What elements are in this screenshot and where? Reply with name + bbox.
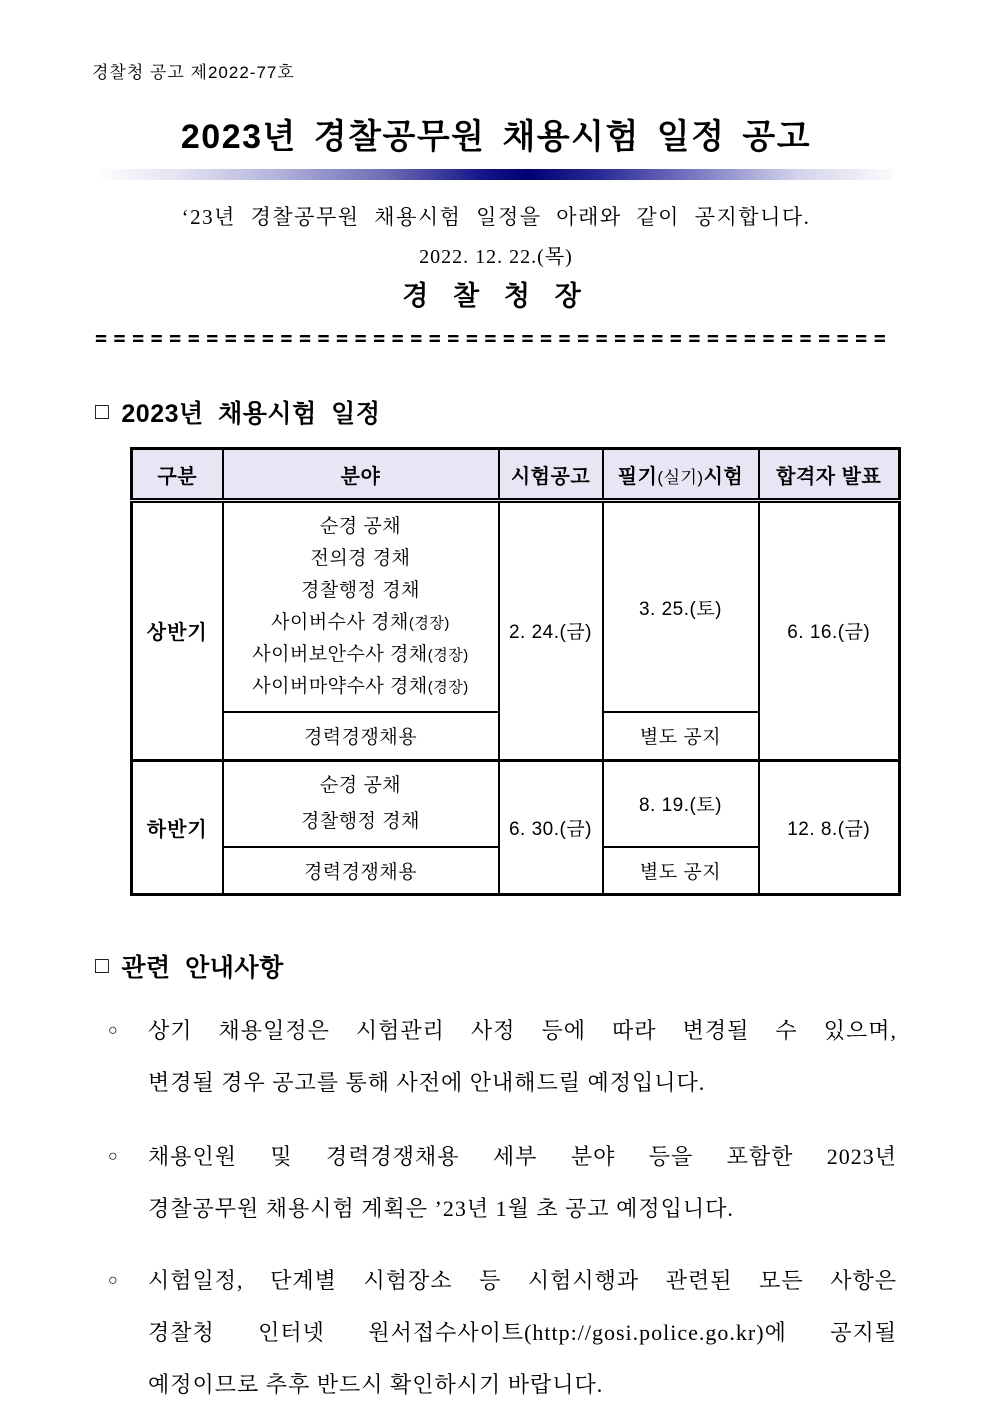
notice-line: 시험일정, 단계별 시험장소 등 시험시행과 관련된 모든 사항은 — [148, 1268, 897, 1293]
cell-second-half-pass-date: 12. 8.(금) — [759, 760, 900, 895]
notice-line: 경찰청 인터넷 원서접수사이트(http://gosi.police.go.kr)에 공지될 — [148, 1320, 897, 1345]
section-schedule-title: 2023년 채용시험 일정 — [121, 400, 381, 428]
circle-bullet-icon: ○ — [108, 1272, 118, 1289]
notice-line: 예정이므로 추후 반드시 확인하시기 바랍니다. — [148, 1372, 604, 1397]
title-underline-gradient — [100, 169, 893, 180]
notice-item — [108, 1255, 897, 1403]
field-item: 사이버마약수사 경채(경장) — [252, 676, 469, 697]
circle-bullet-icon: ○ — [108, 1148, 118, 1165]
square-bullet-icon: □ — [95, 951, 110, 978]
cell-second-half-fields — [223, 760, 499, 847]
field-item: 사이버보안수사 경채(경장) — [252, 644, 469, 665]
table-header-row — [132, 449, 900, 501]
notice-item — [108, 1005, 897, 1109]
notice-line: 변경될 경우 공고를 통해 사전에 안내해드릴 예정입니다. — [148, 1070, 706, 1095]
field-item: 전의경 경채 — [310, 548, 411, 569]
cell-first-half-fields — [223, 501, 499, 713]
cell-first-half-label: 상반기 — [132, 501, 223, 761]
table-row-first-half-main — [132, 501, 900, 713]
notice-text — [148, 1005, 897, 1109]
announcement-subtitle: ‘23년 경찰공무원 채용시험 일정을 아래와 같이 공지합니다. — [181, 205, 811, 229]
field-item: 경찰행정 경채 — [301, 580, 420, 601]
col-header-written-exam: 필기(실기)시험 — [603, 449, 759, 501]
announcement-date: 2022. 12. 22.(목) — [419, 246, 573, 268]
signer-title: 경 찰 청 장 — [402, 281, 590, 311]
schedule-table — [130, 447, 901, 896]
square-bullet-icon: □ — [95, 397, 110, 424]
col-header-pass-announcement: 합격자 발표 — [759, 449, 900, 501]
page-title: 2023년 경찰공무원 채용시험 일정 공고 — [180, 118, 812, 156]
notice-text — [148, 1255, 897, 1403]
cell-second-half-announce-date: 6. 30.(금) — [499, 760, 603, 895]
col-header-category: 구분 — [132, 449, 223, 501]
field-item: 사이버수사 경채(경장) — [271, 612, 450, 633]
notice-text — [148, 1131, 897, 1235]
col-header-field: 분야 — [223, 449, 499, 501]
notice-line: 채용인원 및 경력경쟁채용 세부 분야 등을 포함한 2023년 — [148, 1144, 897, 1169]
cell-second-half-written-date: 8. 19.(토) — [603, 760, 759, 847]
cell-second-half-career-label: 경력경쟁채용 — [223, 847, 499, 895]
cell-first-half-pass-date: 6. 16.(금) — [759, 501, 900, 761]
section-schedule-header — [95, 394, 992, 430]
doc-number: 경찰청 공고 제2022-77호 — [92, 63, 295, 82]
cell-first-half-announce-date: 2. 24.(금) — [499, 501, 603, 761]
field-item: 순경 공채 — [319, 516, 402, 537]
col-header-announcement: 시험공고 — [499, 449, 603, 501]
section-notice-header — [95, 948, 992, 984]
field-item: 경찰행정 경채 — [301, 810, 420, 832]
section-notice-title: 관련 안내사항 — [121, 954, 284, 982]
equals-divider: =========================================== — [95, 326, 893, 350]
cell-first-half-written-date: 3. 25.(토) — [603, 501, 759, 713]
notice-item — [108, 1131, 897, 1235]
cell-first-half-career-written: 별도 공지 — [603, 712, 759, 760]
cell-first-half-career-label: 경력경쟁채용 — [223, 712, 499, 760]
notice-line: 상기 채용일정은 시험관리 사정 등에 따라 변경될 수 있으며, — [148, 1018, 897, 1043]
circle-bullet-icon: ○ — [108, 1022, 118, 1039]
cell-second-half-career-written: 별도 공지 — [603, 847, 759, 895]
field-item: 순경 공채 — [319, 774, 402, 796]
cell-second-half-label: 하반기 — [132, 760, 223, 895]
notice-line: 경찰공무원 채용시험 계획은 ’23년 1월 초 공고 예정입니다. — [148, 1196, 734, 1221]
table-row-second-half-main — [132, 760, 900, 847]
